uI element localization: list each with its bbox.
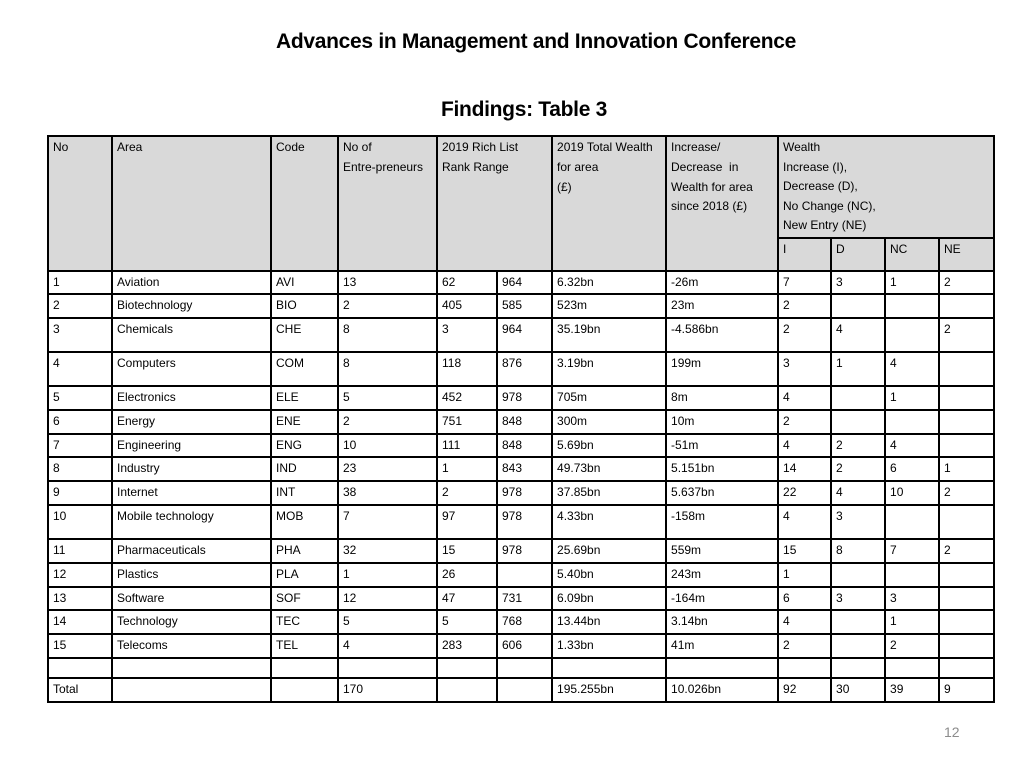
cell-i: 2	[778, 410, 831, 434]
cell-change: 10m	[666, 410, 778, 434]
cell-nc: 4	[885, 352, 939, 386]
cell-rank-high: 964	[497, 271, 552, 295]
cell-nc: 6	[885, 457, 939, 481]
cell-area: Mobile technology	[112, 505, 271, 539]
cell-no: 11	[48, 539, 112, 563]
cell-ne: 2	[939, 539, 994, 563]
cell-i: 15	[778, 539, 831, 563]
cell-no: 9	[48, 481, 112, 505]
cell-d	[831, 563, 885, 587]
cell-ne	[939, 658, 994, 678]
cell-entrepreneurs: 7	[338, 505, 437, 539]
cell-area: Electronics	[112, 386, 271, 410]
cell-rank-high: 731	[497, 587, 552, 611]
cell-no: 4	[48, 352, 112, 386]
cell-d: 3	[831, 587, 885, 611]
cell-rank-low: 97	[437, 505, 497, 539]
header-rich-list: 2019 Rich List Rank Range	[437, 136, 552, 271]
cell-entrepreneurs: 32	[338, 539, 437, 563]
table-row	[48, 539, 994, 563]
table-row	[48, 352, 994, 386]
cell-rank-low: 283	[437, 634, 497, 658]
cell-total-wealth: 300m	[552, 410, 666, 434]
cell-nc: 2	[885, 634, 939, 658]
cell-rank-low: 111	[437, 434, 497, 458]
cell-rank-low: 62	[437, 271, 497, 295]
cell-rank-high: 848	[497, 434, 552, 458]
cell-d	[831, 410, 885, 434]
cell-d: 4	[831, 318, 885, 352]
cell-i: 92	[778, 678, 831, 702]
cell-area: Industry	[112, 457, 271, 481]
table-row	[48, 610, 994, 634]
cell-change: -26m	[666, 271, 778, 295]
cell-rank-low: 5	[437, 610, 497, 634]
cell-rank-high	[497, 678, 552, 702]
cell-entrepreneurs: 2	[338, 410, 437, 434]
cell-no: 10	[48, 505, 112, 539]
cell-area: Engineering	[112, 434, 271, 458]
cell-ne	[939, 610, 994, 634]
cell-no: 2	[48, 294, 112, 318]
cell-code	[271, 658, 338, 678]
cell-i: 3	[778, 352, 831, 386]
cell-nc	[885, 294, 939, 318]
cell-total-wealth: 25.69bn	[552, 539, 666, 563]
cell-code: IND	[271, 457, 338, 481]
table-row	[48, 563, 994, 587]
cell-no: 8	[48, 457, 112, 481]
cell-rank-high	[497, 563, 552, 587]
cell-entrepreneurs: 1	[338, 563, 437, 587]
cell-rank-high: 876	[497, 352, 552, 386]
header-area: Area	[112, 136, 271, 271]
cell-d	[831, 658, 885, 678]
cell-change: 5.637bn	[666, 481, 778, 505]
findings-table	[47, 135, 995, 703]
cell-total-wealth: 6.09bn	[552, 587, 666, 611]
cell-i: 4	[778, 386, 831, 410]
cell-change: 8m	[666, 386, 778, 410]
cell-d: 2	[831, 434, 885, 458]
header-entrepreneurs: No of Entre-preneurs	[338, 136, 437, 271]
table-row	[48, 434, 994, 458]
table-row	[48, 271, 994, 295]
cell-total-wealth: 37.85bn	[552, 481, 666, 505]
cell-area: Chemicals	[112, 318, 271, 352]
cell-area: Software	[112, 587, 271, 611]
cell-no: 13	[48, 587, 112, 611]
cell-entrepreneurs	[338, 658, 437, 678]
cell-change: 559m	[666, 539, 778, 563]
cell-i: 2	[778, 294, 831, 318]
table-row	[48, 294, 994, 318]
cell-ne	[939, 505, 994, 539]
header-nc: NC	[885, 238, 939, 271]
cell-no: Total	[48, 678, 112, 702]
cell-nc	[885, 318, 939, 352]
cell-rank-low: 47	[437, 587, 497, 611]
cell-entrepreneurs: 38	[338, 481, 437, 505]
cell-nc: 3	[885, 587, 939, 611]
header-increase-decrease: Increase/ Decrease in Wealth for area since 2018 (£)	[666, 136, 778, 271]
cell-total-wealth: 13.44bn	[552, 610, 666, 634]
cell-rank-low: 405	[437, 294, 497, 318]
cell-code: PHA	[271, 539, 338, 563]
cell-nc: 10	[885, 481, 939, 505]
cell-change: -51m	[666, 434, 778, 458]
cell-rank-low	[437, 678, 497, 702]
cell-change: 10.026bn	[666, 678, 778, 702]
cell-code: TEC	[271, 610, 338, 634]
header-code: Code	[271, 136, 338, 271]
cell-rank-low	[437, 658, 497, 678]
cell-rank-high	[497, 658, 552, 678]
cell-ne	[939, 434, 994, 458]
table-row	[48, 457, 994, 481]
cell-total-wealth: 35.19bn	[552, 318, 666, 352]
cell-ne: 2	[939, 318, 994, 352]
cell-rank-high: 606	[497, 634, 552, 658]
cell-entrepreneurs: 170	[338, 678, 437, 702]
cell-ne	[939, 352, 994, 386]
table-row	[48, 386, 994, 410]
cell-nc	[885, 658, 939, 678]
table-row	[48, 587, 994, 611]
cell-ne: 9	[939, 678, 994, 702]
cell-total-wealth: 5.40bn	[552, 563, 666, 587]
cell-area: Energy	[112, 410, 271, 434]
cell-entrepreneurs: 8	[338, 352, 437, 386]
cell-total-wealth	[552, 658, 666, 678]
cell-nc	[885, 563, 939, 587]
cell-area: Biotechnology	[112, 294, 271, 318]
cell-i: 4	[778, 434, 831, 458]
header-wealth-change: Wealth Increase (I), Decrease (D), No Change (NC), New Entry (NE)	[778, 136, 994, 238]
table-row	[48, 634, 994, 658]
cell-d	[831, 610, 885, 634]
cell-d: 30	[831, 678, 885, 702]
cell-i: 6	[778, 587, 831, 611]
cell-code: SOF	[271, 587, 338, 611]
cell-change: 5.151bn	[666, 457, 778, 481]
cell-entrepreneurs: 23	[338, 457, 437, 481]
cell-change: 3.14bn	[666, 610, 778, 634]
table-title: Findings: Table 3	[440, 98, 608, 121]
cell-nc	[885, 505, 939, 539]
cell-area: Technology	[112, 610, 271, 634]
cell-rank-high: 978	[497, 505, 552, 539]
cell-code: BIO	[271, 294, 338, 318]
cell-rank-low: 452	[437, 386, 497, 410]
cell-entrepreneurs: 13	[338, 271, 437, 295]
cell-i: 2	[778, 634, 831, 658]
cell-nc: 4	[885, 434, 939, 458]
cell-change: 41m	[666, 634, 778, 658]
cell-i: 4	[778, 505, 831, 539]
cell-entrepreneurs: 5	[338, 610, 437, 634]
cell-i: 2	[778, 318, 831, 352]
cell-code: ELE	[271, 386, 338, 410]
cell-no: 5	[48, 386, 112, 410]
cell-rank-low: 751	[437, 410, 497, 434]
cell-total-wealth: 6.32bn	[552, 271, 666, 295]
header-i: I	[778, 238, 831, 271]
cell-no: 6	[48, 410, 112, 434]
cell-no: 15	[48, 634, 112, 658]
cell-rank-low: 2	[437, 481, 497, 505]
cell-entrepreneurs: 10	[338, 434, 437, 458]
cell-change	[666, 658, 778, 678]
header-ne: NE	[939, 238, 994, 271]
cell-ne: 2	[939, 271, 994, 295]
cell-entrepreneurs: 8	[338, 318, 437, 352]
cell-nc: 1	[885, 386, 939, 410]
cell-change: -158m	[666, 505, 778, 539]
cell-total-wealth: 49.73bn	[552, 457, 666, 481]
cell-d: 2	[831, 457, 885, 481]
cell-nc: 7	[885, 539, 939, 563]
cell-ne	[939, 634, 994, 658]
table-row	[48, 318, 994, 352]
cell-i: 1	[778, 563, 831, 587]
cell-code: ENG	[271, 434, 338, 458]
cell-code: CHE	[271, 318, 338, 352]
cell-entrepreneurs: 5	[338, 386, 437, 410]
cell-change: -164m	[666, 587, 778, 611]
cell-code: COM	[271, 352, 338, 386]
cell-change: 199m	[666, 352, 778, 386]
cell-i: 7	[778, 271, 831, 295]
cell-no: 1	[48, 271, 112, 295]
cell-i: 22	[778, 481, 831, 505]
cell-rank-high: 585	[497, 294, 552, 318]
table-row	[48, 505, 994, 539]
cell-code: TEL	[271, 634, 338, 658]
cell-no: 7	[48, 434, 112, 458]
cell-ne	[939, 410, 994, 434]
cell-code: PLA	[271, 563, 338, 587]
cell-nc: 39	[885, 678, 939, 702]
cell-ne	[939, 587, 994, 611]
cell-code	[271, 678, 338, 702]
cell-d: 3	[831, 271, 885, 295]
cell-area: Computers	[112, 352, 271, 386]
cell-rank-high: 848	[497, 410, 552, 434]
cell-rank-high: 768	[497, 610, 552, 634]
cell-total-wealth: 5.69bn	[552, 434, 666, 458]
cell-i: 4	[778, 610, 831, 634]
cell-rank-low: 26	[437, 563, 497, 587]
table-row	[48, 481, 994, 505]
cell-d: 1	[831, 352, 885, 386]
cell-total-wealth: 3.19bn	[552, 352, 666, 386]
total-row	[48, 678, 994, 702]
cell-ne	[939, 563, 994, 587]
cell-total-wealth: 195.255bn	[552, 678, 666, 702]
cell-rank-high: 978	[497, 386, 552, 410]
cell-i	[778, 658, 831, 678]
cell-d: 3	[831, 505, 885, 539]
cell-total-wealth: 1.33bn	[552, 634, 666, 658]
table-body	[48, 271, 994, 702]
cell-nc	[885, 410, 939, 434]
cell-area	[112, 678, 271, 702]
cell-rank-low: 15	[437, 539, 497, 563]
cell-no: 14	[48, 610, 112, 634]
header-no: No	[48, 136, 112, 271]
cell-area	[112, 658, 271, 678]
table-header	[48, 136, 994, 271]
cell-entrepreneurs: 4	[338, 634, 437, 658]
cell-total-wealth: 523m	[552, 294, 666, 318]
page-number: 12	[944, 724, 960, 740]
cell-rank-low: 1	[437, 457, 497, 481]
cell-change: 243m	[666, 563, 778, 587]
table-row-spacer	[48, 658, 994, 678]
cell-no: 12	[48, 563, 112, 587]
cell-no: 3	[48, 318, 112, 352]
cell-d	[831, 634, 885, 658]
cell-entrepreneurs: 2	[338, 294, 437, 318]
cell-d: 8	[831, 539, 885, 563]
cell-rank-high: 843	[497, 457, 552, 481]
cell-d: 4	[831, 481, 885, 505]
cell-rank-low: 3	[437, 318, 497, 352]
cell-entrepreneurs: 12	[338, 587, 437, 611]
cell-area: Plastics	[112, 563, 271, 587]
cell-no	[48, 658, 112, 678]
table-row	[48, 410, 994, 434]
cell-area: Aviation	[112, 271, 271, 295]
cell-code: AVI	[271, 271, 338, 295]
header-d: D	[831, 238, 885, 271]
page-title: Advances in Management and Innovation Conference	[275, 30, 797, 53]
cell-nc: 1	[885, 610, 939, 634]
cell-area: Pharmaceuticals	[112, 539, 271, 563]
cell-ne: 1	[939, 457, 994, 481]
cell-rank-high: 978	[497, 539, 552, 563]
cell-code: ENE	[271, 410, 338, 434]
cell-ne	[939, 294, 994, 318]
cell-area: Internet	[112, 481, 271, 505]
cell-d	[831, 294, 885, 318]
cell-area: Telecoms	[112, 634, 271, 658]
cell-rank-high: 964	[497, 318, 552, 352]
cell-total-wealth: 705m	[552, 386, 666, 410]
cell-d	[831, 386, 885, 410]
header-total-wealth: 2019 Total Wealth for area (£)	[552, 136, 666, 271]
cell-code: INT	[271, 481, 338, 505]
cell-change: -4.586bn	[666, 318, 778, 352]
cell-ne: 2	[939, 481, 994, 505]
cell-code: MOB	[271, 505, 338, 539]
cell-rank-high: 978	[497, 481, 552, 505]
cell-rank-low: 118	[437, 352, 497, 386]
cell-ne	[939, 386, 994, 410]
cell-nc: 1	[885, 271, 939, 295]
cell-change: 23m	[666, 294, 778, 318]
cell-i: 14	[778, 457, 831, 481]
cell-total-wealth: 4.33bn	[552, 505, 666, 539]
